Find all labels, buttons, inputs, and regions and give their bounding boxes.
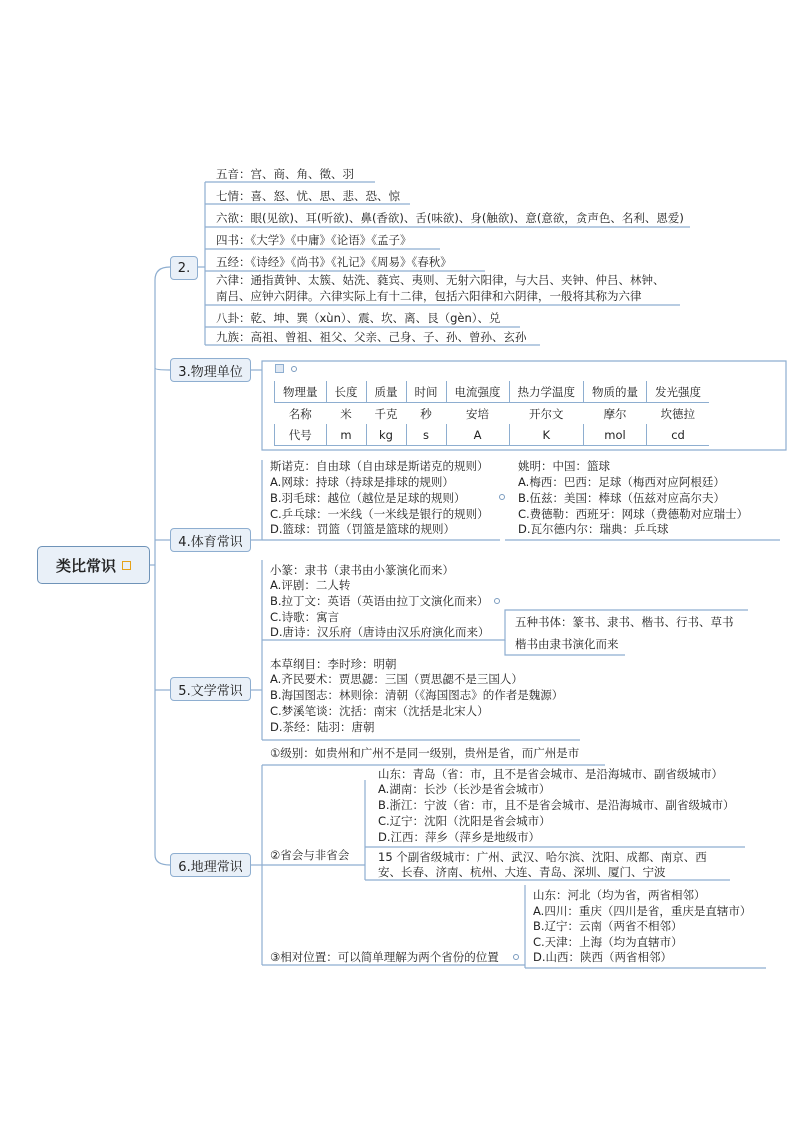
cell: 千克 [374, 406, 398, 421]
lit-group1-3: C.诗歌：寓言 [270, 610, 340, 624]
lit-group2-4: D.茶经：陆羽：唐朝 [270, 720, 375, 734]
item-sishu: 四书：《大学》《中庸》《论语》《孟子》 [216, 233, 412, 247]
cell: K [509, 424, 584, 446]
lit-sub-0: 五种书体：篆书、隶书、楷书、行书、草书 [515, 615, 734, 629]
cell: 米 [340, 406, 352, 421]
cell: s [406, 424, 446, 446]
geo-relative-item-3: C.天津：上海（均为直辖市） [533, 935, 683, 949]
geo-level: ①级别：如贵州和广州不是同一级别，贵州是省，而广州是市 [270, 746, 580, 760]
cell: kg [366, 424, 406, 446]
lit-group1-4: D.唐诗：汉乐府（唐诗由汉乐府演化而来） [270, 625, 490, 639]
item-jiuzu: 九族：高祖、曾祖、祖父、父亲、己身、子、孙、曾孙、玄孙 [216, 330, 527, 344]
cell: 长度 [326, 381, 366, 403]
sports-left-3: C.乒乓球：一米线（一米线是银行的规则） [270, 507, 489, 521]
cell: 名称 [288, 406, 312, 421]
sports-right-1: A.梅西：巴西：足球（梅西对应阿根廷） [518, 475, 725, 489]
cell: cd [647, 424, 710, 446]
note-icon [122, 561, 131, 570]
collapse-icon[interactable] [291, 366, 297, 372]
lit-group1-0: 小篆：隶书（隶书由小篆演化而来） [270, 563, 454, 577]
cell: 开尔文 [529, 406, 564, 421]
topic-6[interactable] [170, 853, 251, 877]
sports-left-2: B.羽毛球：越位（越位是足球的规则） [270, 491, 466, 505]
geo-relative-item-2: B.辽宁：云南（两省不相邻） [533, 919, 683, 933]
collapse-icon[interactable] [513, 954, 519, 960]
item-liuyu: 六欲：眼(见欲)、耳(听欲)、鼻(香欲)、舌(味欲)、身(触欲)、意(意欲，贪声色、名利、恩爱) [216, 211, 684, 225]
cell: 秒 [420, 406, 432, 421]
cell: 电流强度 [446, 381, 509, 403]
topic-5[interactable] [170, 677, 251, 701]
cell: 质量 [366, 381, 406, 403]
root-title: 类比常识 [55, 556, 116, 575]
topic-3[interactable] [170, 358, 251, 382]
cell: mol [584, 424, 647, 446]
cell: 热力学温度 [509, 381, 584, 403]
table-row-names [275, 403, 710, 425]
table-row-codes [275, 424, 710, 446]
cell: 坎德拉 [660, 406, 695, 421]
item-wujing: 五经：《诗经》《尚书》《礼记》《周易》《春秋》 [216, 255, 452, 269]
physics-units-table [274, 381, 709, 446]
sports-right-3: C.费德勒：西班牙：网球（费德勒对应瑞士） [518, 507, 749, 521]
geo-capital-item-1: A.湖南：长沙（长沙是省会城市） [378, 782, 551, 796]
lit-group2-3: C.梦溪笔谈：沈括：南宋（沈括是北宋人） [270, 704, 489, 718]
topic-2-label: 2. [177, 260, 191, 276]
geo-capital-item-2: B.浙江：宁波（省：市，且不是省会城市、是沿海城市、副省级城市） [378, 798, 735, 812]
lit-group2-1: A.齐民要术：贾思勰：三国（贾思勰不是三国人） [270, 672, 523, 686]
cell: 物质的量 [584, 381, 647, 403]
cell: 发光强度 [647, 381, 710, 403]
item-wuyin: 五音：宫、商、角、徵、羽 [216, 167, 354, 181]
geo-relative: ③相对位置：可以简单理解为两个省份的位置 [270, 950, 499, 964]
geo-relative-item-0: 山东：河北（均为省，两省相邻） [533, 888, 706, 902]
geo-capital-item-4: D.江西：萍乡（萍乡是地级市） [378, 830, 541, 844]
item-liulv-1: 六律：通指黄钟、太簇、姑洗、蕤宾、夷则、无射六阳律，与大吕、夹钟、仲吕、林钟、 [216, 273, 665, 287]
sports-right-2: B.伍兹：美国：棒球（伍兹对应高尔夫） [518, 491, 726, 505]
topic-4[interactable] [170, 528, 251, 552]
cell: 时间 [406, 381, 446, 403]
geo-capital-item-0: 山东：青岛（省：市，且不是省会城市、是沿海城市、副省级城市） [378, 767, 723, 781]
topic-3-label: 3.物理单位 [178, 364, 243, 380]
sports-right-4: D.瓦尔德内尔：瑞典：乒乓球 [518, 522, 669, 536]
topic-4-label: 4.体育常识 [178, 534, 243, 550]
collapse-icon[interactable] [499, 494, 505, 500]
topic-6-label: 6.地理常识 [178, 859, 243, 875]
geo-relative-item-1: A.四川：重庆（四川是省，重庆是直辖市） [533, 904, 752, 918]
sports-left-0: 斯诺克：自由球（自由球是斯诺克的规则） [270, 459, 489, 473]
sports-left-4: D.篮球：罚篮（罚篮是篮球的规则） [270, 522, 456, 536]
item-qiqing: 七情：喜、怒、忧、思、悲、恐、惊 [216, 189, 400, 203]
table-row-headers [275, 381, 710, 403]
cell: 物理量 [275, 381, 327, 403]
sports-right-0: 姚明：中国：篮球 [518, 459, 610, 473]
topic-2[interactable] [170, 256, 198, 280]
lit-group1-2: B.拉丁文：英语（英语由拉丁文演化而来） [270, 594, 489, 608]
cell: 代号 [275, 424, 327, 446]
cell: A [446, 424, 509, 446]
lit-group2-0: 本草纲目：李时珍：明朝 [270, 657, 397, 671]
table-icon [275, 364, 284, 373]
cell: 摩尔 [603, 406, 627, 421]
collapse-icon[interactable] [494, 598, 500, 604]
lit-group2-2: B.海国图志：林则徐：清朝（《海国图志》的作者是魏源） [270, 688, 564, 702]
geo-relative-item-4: D.山西：陕西（两省相邻） [533, 950, 673, 964]
cell: 安培 [466, 406, 489, 421]
lit-group1-1: A.评剧：二人转 [270, 578, 351, 592]
geo-subprovincial-cities: 15 个副省级城市：广州、武汉、哈尔滨、沈阳、成都、南京、西安、长春、济南、杭州、大连、青岛、深圳、厦门、宁波 [378, 850, 707, 879]
item-bagua: 八卦：乾、坤、巽（xùn）、震、坎、离、艮（gèn）、兑 [216, 311, 501, 325]
geo-capital: ②省会与非省会 [270, 848, 350, 862]
geo-capital-item-3: C.辽宁：沈阳（沈阳是省会城市） [378, 814, 551, 828]
root-node[interactable] [37, 546, 150, 584]
cell: m [326, 424, 366, 446]
sports-left-1: A.网球：持球（持球是排球的规则） [270, 475, 454, 489]
lit-sub-1: 楷书由隶书演化而来 [515, 637, 619, 651]
item-liulv-2: 南吕、应钟六阴律。六律实际上有十二律，包括六阳律和六阴律，一般将其称为六律 [216, 289, 642, 303]
topic-5-label: 5.文学常识 [178, 683, 243, 699]
